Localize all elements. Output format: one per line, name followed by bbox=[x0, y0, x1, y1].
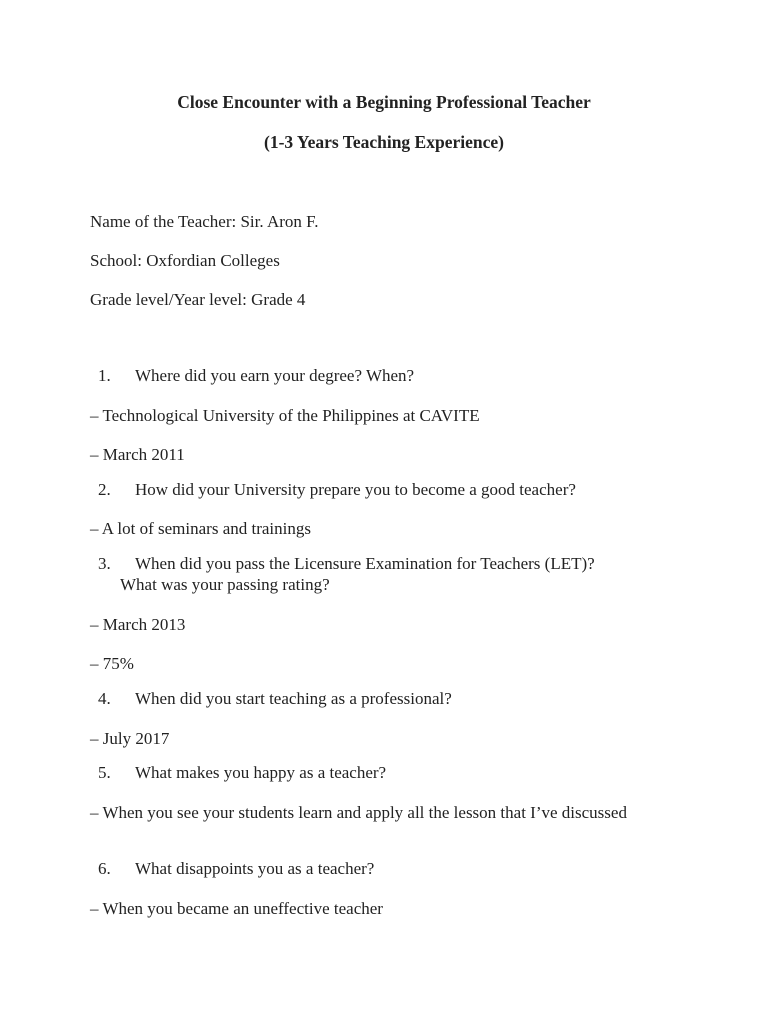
answer-5: – When you see your students learn and apply all the lesson that I’ve discussed bbox=[90, 803, 627, 822]
answer-1b: – March 2011 bbox=[90, 445, 185, 464]
question-text: How did your University prepare you to become a good teacher? bbox=[135, 480, 576, 499]
answer-3b: – 75% bbox=[90, 654, 134, 673]
question-text: What makes you happy as a teacher? bbox=[135, 763, 387, 782]
teacher-name: Name of the Teacher: Sir. Aron F. bbox=[90, 212, 319, 231]
school-name: School: Oxfordian Colleges bbox=[90, 251, 280, 270]
document-title: Close Encounter with a Beginning Professional Teacher bbox=[177, 92, 591, 112]
question-number: 2. bbox=[98, 480, 111, 499]
question-number: 6. bbox=[98, 859, 111, 878]
question-text: What disappoints you as a teacher? bbox=[135, 859, 375, 878]
question-text: Where did you earn your degree? When? bbox=[135, 366, 415, 385]
answer-3a: – March 2013 bbox=[90, 615, 186, 634]
question-text: When did you pass the Licensure Examination for Teachers (LET)? bbox=[135, 554, 595, 573]
question-number: 1. bbox=[98, 366, 111, 385]
answer-4: – July 2017 bbox=[90, 729, 170, 748]
answer-2: – A lot of seminars and trainings bbox=[90, 519, 311, 538]
question-number: 5. bbox=[98, 763, 111, 782]
document-subtitle: (1-3 Years Teaching Experience) bbox=[264, 132, 504, 152]
question-number: 4. bbox=[98, 689, 111, 708]
grade-level: Grade level/Year level: Grade 4 bbox=[90, 290, 306, 309]
question-text-continued: What was your passing rating? bbox=[120, 575, 330, 594]
answer-1a: – Technological University of the Philippines at CAVITE bbox=[90, 406, 480, 425]
answer-6: – When you became an uneffective teacher bbox=[90, 899, 383, 918]
question-number: 3. bbox=[98, 554, 111, 573]
question-text: When did you start teaching as a professional? bbox=[135, 689, 452, 708]
